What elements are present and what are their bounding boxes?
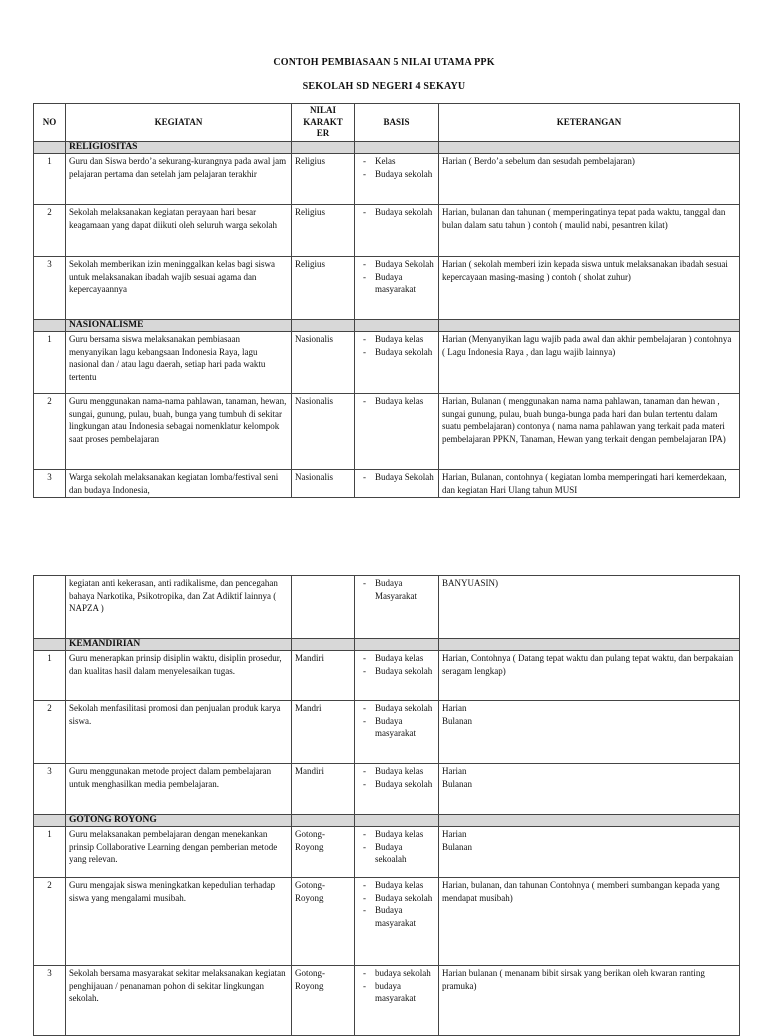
row-no: 2 [34,394,66,470]
basis-item: - Budaya sekolah [358,702,435,715]
basis-item: - budaya masyarakat [358,980,435,1005]
keterangan-line: Bulanan [442,715,472,726]
row-basis [355,154,439,205]
basis-item: - Kelas [358,155,435,168]
row-keterangan: Harian bulanan ( menanam bibit sirsak yang berikan oleh kwaran ranting pramuka) [439,966,740,1036]
row-basis [355,878,439,966]
table-row [34,394,740,470]
row-kegiatan: Sekolah menfasilitasi promosi dan penjualan produk karya siswa. [66,701,292,764]
row-no: 1 [34,332,66,394]
header-nilai-line3: ER [316,128,330,139]
nilai-line: Royong [295,841,324,852]
table-row [34,154,740,205]
row-kegiatan: Guru menggunakan metode project dalam pembelajaran untuk menghasilkan media pembelajaran. [66,764,292,815]
row-keterangan: Harian, Contohnya ( Datang tepat waktu dan pulang tepat waktu, dan berpakaian seragam lengkap) [439,651,740,701]
row-kegiatan: Warga sekolah melaksanakan kegiatan lomba/festival seni dan budaya Indonesia, [66,470,292,498]
row-basis [355,205,439,257]
row-keterangan: Harian, Bulanan, contohnya ( kegiatan lomba memperingati hari kemerdekaan, dan kegiatan Hari Ulang tahun MUSI [439,470,740,498]
row-basis [355,827,439,878]
table-row [34,651,740,701]
nilai-line: Gotong- [295,829,325,839]
row-keterangan: Harian ( Berdo’a sebelum dan sesudah pembelajaran) [439,154,740,205]
keterangan-line: Harian [442,829,467,839]
school-name: SEKOLAH SD NEGERI 4 SEKAYU [302,81,466,92]
row-basis [355,651,439,701]
basis-item: - Budaya sekoalah [358,841,435,866]
table-row [34,878,740,966]
row-basis [355,701,439,764]
row-nilai: Religius [292,257,355,320]
row-nilai [292,827,355,878]
table-header-row [34,104,740,142]
row-nilai: Nasionalis [292,394,355,470]
section-label: GOTONG ROYONG [66,815,292,827]
row-no: 1 [34,651,66,701]
row-nilai: Religius [292,154,355,205]
row-no: 1 [34,154,66,205]
keterangan-line: Bulanan [442,778,472,789]
header-nilai-line1: NILAI [309,105,336,116]
row-kegiatan: Guru menggunakan nama-nama pahlawan, tanaman, hewan, sungai, gunung, pulau, buah, bunga yang tumbuh di sekitar lingkungan atau Indonesia sebagai nomenklatur kelompok saat proses pembelajaran [66,394,292,470]
row-nilai [292,966,355,1036]
row-basis [355,764,439,815]
row-kegiatan: Guru mengajak siswa meningkatkan kepedulian terhadap siswa yang mengalami musibah. [66,878,292,966]
row-kegiatan: Sekolah melaksanakan kegiatan perayaan hari besar keagamaan yang dapat diikuti oleh seluruh warga sekolah [66,205,292,257]
basis-item: - Budaya masyarakat [358,715,435,740]
basis-item: - Budaya masyarakat [358,904,435,929]
row-nilai: Religius [292,205,355,257]
basis-item: - budaya sekolah [358,967,435,980]
row-keterangan: Harian (Menyanyikan lagu wajib pada awal dan akhir pembelajaran ) contohnya ( Lagu Indonesia Raya , dan lagu wajib lainnya) [439,332,740,394]
basis-item: - Budaya sekolah [358,892,435,905]
basis-item: - Budaya kelas [358,395,435,408]
document-title: CONTOH PEMBIASAAN 5 NILAI UTAMA PPK [273,57,495,68]
row-kegiatan: Guru menerapkan prinsip disiplin waktu, disiplin prosedur, dan kualitas hasil dalam menyelesaikan tugas. [66,651,292,701]
row-no: 2 [34,701,66,764]
section-label: RELIGIOSITAS [66,142,292,154]
basis-item: - Budaya sekolah [358,778,435,791]
row-basis [355,470,439,498]
ppk-table-part-2 [33,575,740,1036]
row-no: 3 [34,966,66,1036]
row-basis [355,576,439,639]
row-keterangan: Harian ( sekolah memberi izin kepada siswa untuk melaksanakan ibadah sesuai kepercayaan masing-masing ) contoh ( sholat zuhur) [439,257,740,320]
row-keterangan [439,827,740,878]
header-nilai-line2: KARAKT [303,116,343,127]
basis-item: - Budaya kelas [358,652,435,665]
row-no: 3 [34,470,66,498]
section-religiositas [34,142,740,154]
section-label: NASIONALISME [66,320,292,332]
row-nilai: Nasionalis [292,332,355,394]
header-nilai-karakter [292,104,355,142]
basis-item: - Budaya sekolah [358,665,435,678]
table-row-continuation [34,576,740,639]
header-basis: BASIS [355,104,439,142]
section-kemandirian [34,639,740,651]
row-kegiatan: Guru bersama siswa melaksanakan pembiasaan menyanyikan lagu kebangsaan Indonesia Raya, lagu nasional dan / atau lagu daerah, setiap hari pada waktu tertentu [66,332,292,394]
basis-item: - Budaya sekolah [358,206,435,219]
basis-item: - Budaya Sekolah [358,258,435,271]
nilai-line: Gotong- [295,968,325,978]
row-no: 1 [34,827,66,878]
table-row [34,470,740,498]
row-nilai: Mandiri [292,764,355,815]
header-keterangan: KETERANGAN [439,104,740,142]
table-row [34,257,740,320]
row-no: 3 [34,764,66,815]
row-kegiatan: Guru dan Siswa berdo’a sekurang-kurangnya pada awal jam pelajaran pertama dan setelah jam pelajaran terakhir [66,154,292,205]
section-nasionalisme [34,320,740,332]
row-keterangan: Harian, bulanan dan tahunan ( memperingatinya tepat pada waktu, tanggal dan bulan dalam satu tahun ) contoh ( maulid nabi, pesantren kilat) [439,205,740,257]
basis-item: - Budaya Masyarakat [358,577,435,602]
row-no: 2 [34,205,66,257]
table-row [34,827,740,878]
basis-item: - Budaya kelas [358,765,435,778]
nilai-line: Royong [295,980,324,991]
row-kegiatan: Sekolah bersama masyarakat sekitar melaksanakan kegiatan penghijauan / penanaman pohon di sekitar lingkungan sekolah. [66,966,292,1036]
table-row [34,332,740,394]
row-keterangan: BANYUASIN) [439,576,740,639]
row-basis [355,332,439,394]
header-no: NO [34,104,66,142]
row-basis [355,257,439,320]
section-gotong-royong [34,815,740,827]
row-nilai: Mandri [292,701,355,764]
keterangan-line: Bulanan [442,841,472,852]
header-kegiatan: KEGIATAN [66,104,292,142]
ppk-table-part-1 [33,103,740,498]
section-label: KEMANDIRIAN [66,639,292,651]
keterangan-line: Harian [442,703,467,713]
basis-item: - Budaya Sekolah [358,471,435,484]
table-row [34,205,740,257]
basis-item: - Budaya kelas [358,828,435,841]
keterangan-line: Harian [442,766,467,776]
basis-item: - Budaya kelas [358,333,435,346]
row-keterangan: Harian, Bulanan ( menggunakan nama nama pahlawan, tanaman dan hewan , sungai gunung, pulau, buah bunga-bunga pada hari dan bulan tertentu dalam suatu pembelajaran) contonya ( nama nama pahlawan yang terkait pada materi pembelajaran PPKN, Tanaman, Hewan yang terkait dengan pembelajaran IPA) [439,394,740,470]
basis-item: - Budaya sekolah [358,168,435,181]
nilai-line: Royong [295,892,324,903]
row-nilai: Mandiri [292,651,355,701]
nilai-line: Gotong- [295,880,325,890]
row-keterangan [439,701,740,764]
row-kegiatan: Sekolah memberikan izin meninggalkan kelas bagi siswa untuk melaksanakan ibadah wajib sesuai agama dan kepercayaannya [66,257,292,320]
row-kegiatan: Guru melaksanakan pembelajaran dengan menekankan prinsip Collaborative Learning dengan pemberian metode yang relevan. [66,827,292,878]
row-keterangan: Harian, bulanan, dan tahunan Contohnya ( memberi sumbangan kepada yang mendapat musibah) [439,878,740,966]
row-basis [355,394,439,470]
table-row [34,701,740,764]
row-nilai: Nasionalis [292,470,355,498]
row-keterangan [439,764,740,815]
table-row [34,764,740,815]
table-row [34,966,740,1036]
row-no: 3 [34,257,66,320]
row-basis [355,966,439,1036]
row-nilai [292,878,355,966]
row-kegiatan: kegiatan anti kekerasan, anti radikalisme, dan pencegahan bahaya Narkotika, Psikotropika, dan Zat Adiktif lainnya ( NAPZA ) [66,576,292,639]
row-no: 2 [34,878,66,966]
basis-item: - Budaya masyarakat [358,271,435,296]
basis-item: - Budaya kelas [358,879,435,892]
basis-item: - Budaya sekolah [358,346,435,359]
